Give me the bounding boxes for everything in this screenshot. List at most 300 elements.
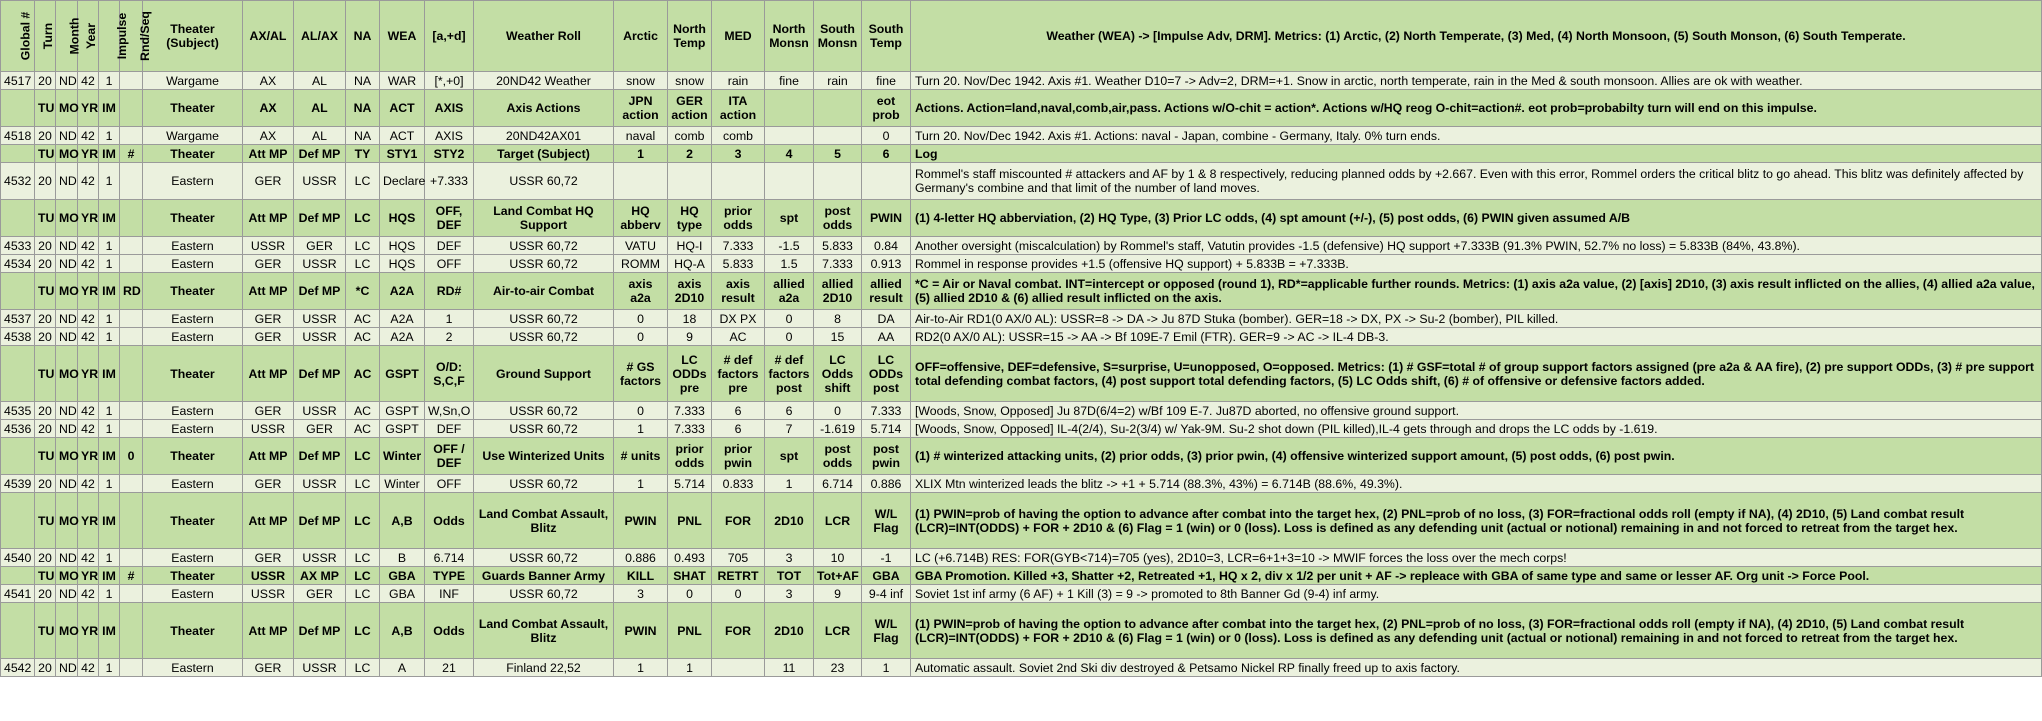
cell-weather-roll[interactable]: USSR 60,72 xyxy=(474,328,614,346)
cell-metric-5[interactable]: 5 xyxy=(814,145,862,163)
cell-month[interactable]: MO xyxy=(56,567,78,585)
cell-wea[interactable]: B xyxy=(380,549,425,567)
cell-metric-4[interactable]: 3 xyxy=(765,549,814,567)
cell-rnd-seq[interactable] xyxy=(120,549,143,567)
cell-theater[interactable]: Eastern xyxy=(143,237,243,255)
cell-metric-3[interactable]: 6 xyxy=(712,420,765,438)
cell-month[interactable]: ND xyxy=(56,255,78,273)
cell-wea[interactable]: ACT xyxy=(380,90,425,127)
cell-metric-3[interactable]: 7.333 xyxy=(712,237,765,255)
cell-impulse[interactable]: IM xyxy=(99,200,120,237)
cell-year[interactable]: 42 xyxy=(78,402,99,420)
cell-turn[interactable]: 20 xyxy=(35,163,56,200)
cell-wea[interactable]: Winter xyxy=(380,475,425,493)
cell-notes[interactable]: Air-to-Air RD1(0 AX/0 AL): USSR=8 -> DA -> Ju 87D Stuka (bomber). GER=18 -> DX, PX -> Su-2 (bomber), PIL killed. xyxy=(911,310,2042,328)
cell-metric-4[interactable]: spt xyxy=(765,438,814,475)
cell-weather-roll[interactable]: Land Combat Assault, Blitz xyxy=(474,603,614,659)
cell-turn[interactable]: 20 xyxy=(35,72,56,90)
cell-na[interactable]: LC xyxy=(346,475,380,493)
cell-metric-1[interactable]: JPN action xyxy=(614,90,668,127)
cell-metric-2[interactable]: comb xyxy=(668,127,712,145)
cell-year[interactable]: YR xyxy=(78,438,99,475)
cell-month[interactable]: MO xyxy=(56,603,78,659)
cell-metric-4[interactable]: -1.5 xyxy=(765,237,814,255)
cell-na[interactable]: LC xyxy=(346,659,380,677)
cell-metric-4[interactable]: 0 xyxy=(765,310,814,328)
cell-a-d[interactable]: Odds xyxy=(425,493,474,549)
cell-year[interactable]: YR xyxy=(78,273,99,310)
cell-metric-6[interactable]: 0 xyxy=(862,127,911,145)
cell-notes[interactable]: Log xyxy=(911,145,2042,163)
cell-metric-4[interactable]: 2D10 xyxy=(765,603,814,659)
cell-impulse[interactable]: IM xyxy=(99,438,120,475)
cell-ax-al[interactable]: GER xyxy=(243,163,294,200)
cell-metric-4[interactable]: 7 xyxy=(765,420,814,438)
cell-turn[interactable]: TU xyxy=(35,493,56,549)
cell-impulse[interactable]: IM xyxy=(99,145,120,163)
cell-turn[interactable]: 20 xyxy=(35,659,56,677)
cell-metric-2[interactable]: LC ODDs pre xyxy=(668,346,712,402)
cell-ax-al[interactable]: Att MP xyxy=(243,603,294,659)
cell-turn[interactable]: 20 xyxy=(35,585,56,603)
cell-rnd-seq[interactable] xyxy=(120,475,143,493)
cell-metric-2[interactable]: 1 xyxy=(668,659,712,677)
cell-metric-4[interactable]: 3 xyxy=(765,585,814,603)
cell-na[interactable]: *C xyxy=(346,273,380,310)
cell-weather-roll[interactable]: Land Combat HQ Support xyxy=(474,200,614,237)
cell-year[interactable]: YR xyxy=(78,493,99,549)
cell-metric-1[interactable]: axis a2a xyxy=(614,273,668,310)
cell-al-ax[interactable]: Def MP xyxy=(294,200,346,237)
cell-a-d[interactable]: W,Sn,O xyxy=(425,402,474,420)
cell-notes[interactable]: [Woods, Snow, Opposed] IL-4(2/4), Su-2(3/4) w/ Yak-9M. Su-2 shot down (PIL killed),IL-4 gets through and drops the LC odds by -1.619. xyxy=(911,420,2042,438)
cell-metric-1[interactable]: 3 xyxy=(614,585,668,603)
cell-global-number[interactable]: 4533 xyxy=(1,237,35,255)
cell-year[interactable]: 42 xyxy=(78,310,99,328)
header-cell-south-temp[interactable]: South Temp xyxy=(862,1,911,72)
cell-notes[interactable]: *C = Air or Naval combat. INT=intercept or opposed (round 1), RD*=applicable further rounds. Metrics: (1) axis a2a value, (2) [axis] 2D10, (3) axis result inflicted on the allies, (4) allied a2a value, (5) allied 2D10 & (6) allied result inflicted on the axis. xyxy=(911,273,2042,310)
cell-metric-5[interactable]: 23 xyxy=(814,659,862,677)
cell-year[interactable]: 42 xyxy=(78,127,99,145)
cell-theater[interactable]: Theater xyxy=(143,493,243,549)
cell-global-number[interactable]: 4532 xyxy=(1,163,35,200)
cell-metric-2[interactable]: PNL xyxy=(668,603,712,659)
cell-ax-al[interactable]: GER xyxy=(243,255,294,273)
cell-theater[interactable]: Eastern xyxy=(143,255,243,273)
cell-metric-5[interactable]: LC Odds shift xyxy=(814,346,862,402)
cell-notes[interactable]: Rommel in response provides +1.5 (offensive HQ support) + 5.833B = +7.333B. xyxy=(911,255,2042,273)
cell-theater[interactable]: Theater xyxy=(143,273,243,310)
header-cell-al-ax[interactable]: AL/AX xyxy=(294,1,346,72)
cell-al-ax[interactable]: USSR xyxy=(294,255,346,273)
cell-notes[interactable]: RD2(0 AX/0 AL): USSR=15 -> AA -> Bf 109E-7 Emil (FTR). GER=9 -> AC -> IL-4 DB-3. xyxy=(911,328,2042,346)
cell-notes[interactable]: GBA Promotion. Killed +3, Shatter +2, Retreated +1, HQ x 2, div x 1/2 per unit + AF -> repleace with GBA of same type and same or lesser AF. Org unit -> Force Pool. xyxy=(911,567,2042,585)
cell-month[interactable]: ND xyxy=(56,402,78,420)
cell-metric-4[interactable] xyxy=(765,127,814,145)
cell-ax-al[interactable]: GER xyxy=(243,659,294,677)
cell-turn[interactable]: TU xyxy=(35,603,56,659)
cell-a-d[interactable]: OFF / DEF xyxy=(425,438,474,475)
cell-metric-1[interactable]: 0 xyxy=(614,328,668,346)
cell-impulse[interactable]: IM xyxy=(99,603,120,659)
cell-na[interactable]: LC xyxy=(346,549,380,567)
cell-metric-6[interactable]: AA xyxy=(862,328,911,346)
header-cell-impulse[interactable]: Impulse xyxy=(99,1,120,72)
cell-a-d[interactable]: OFF, DEF xyxy=(425,200,474,237)
cell-al-ax[interactable]: USSR xyxy=(294,328,346,346)
cell-turn[interactable]: TU xyxy=(35,273,56,310)
cell-global-number[interactable]: 4537 xyxy=(1,310,35,328)
cell-a-d[interactable]: 1 xyxy=(425,310,474,328)
cell-metric-6[interactable]: LC ODDs post xyxy=(862,346,911,402)
cell-metric-3[interactable]: 0.833 xyxy=(712,475,765,493)
cell-turn[interactable]: 20 xyxy=(35,549,56,567)
cell-month[interactable]: ND xyxy=(56,237,78,255)
cell-year[interactable]: 42 xyxy=(78,163,99,200)
cell-year[interactable]: YR xyxy=(78,346,99,402)
cell-impulse[interactable]: IM xyxy=(99,90,120,127)
cell-weather-roll[interactable]: USSR 60,72 xyxy=(474,549,614,567)
cell-rnd-seq[interactable] xyxy=(120,200,143,237)
cell-a-d[interactable]: TYPE xyxy=(425,567,474,585)
cell-ax-al[interactable]: USSR xyxy=(243,420,294,438)
cell-metric-3[interactable] xyxy=(712,659,765,677)
cell-metric-1[interactable]: # GS factors xyxy=(614,346,668,402)
cell-metric-6[interactable]: 1 xyxy=(862,659,911,677)
cell-al-ax[interactable]: Def MP xyxy=(294,493,346,549)
cell-metric-5[interactable]: 10 xyxy=(814,549,862,567)
cell-metric-4[interactable] xyxy=(765,90,814,127)
cell-global-number[interactable]: 4541 xyxy=(1,585,35,603)
cell-metric-4[interactable]: # def factors post xyxy=(765,346,814,402)
cell-al-ax[interactable]: AL xyxy=(294,127,346,145)
cell-rnd-seq[interactable] xyxy=(120,237,143,255)
cell-a-d[interactable]: [*,+0] xyxy=(425,72,474,90)
cell-month[interactable]: ND xyxy=(56,163,78,200)
header-cell-north-temp[interactable]: North Temp xyxy=(668,1,712,72)
cell-na[interactable]: LC xyxy=(346,237,380,255)
cell-theater[interactable]: Eastern xyxy=(143,549,243,567)
header-cell-notes[interactable]: Weather (WEA) -> [Impulse Adv, DRM]. Metrics: (1) Arctic, (2) North Temperate, (3) Med, (4) North Monsoon, (5) South Monson, (6) South Temperate. xyxy=(911,1,2042,72)
cell-global-number[interactable]: 4539 xyxy=(1,475,35,493)
cell-year[interactable]: 42 xyxy=(78,585,99,603)
cell-metric-3[interactable]: 0 xyxy=(712,585,765,603)
cell-metric-5[interactable]: 0 xyxy=(814,402,862,420)
cell-theater[interactable]: Eastern xyxy=(143,402,243,420)
cell-ax-al[interactable]: AX xyxy=(243,127,294,145)
cell-metric-6[interactable]: GBA xyxy=(862,567,911,585)
cell-metric-5[interactable] xyxy=(814,163,862,200)
cell-year[interactable]: YR xyxy=(78,567,99,585)
cell-a-d[interactable]: O/D: S,C,F xyxy=(425,346,474,402)
header-cell-med[interactable]: MED xyxy=(712,1,765,72)
cell-metric-1[interactable]: 0 xyxy=(614,402,668,420)
header-cell-south-monsn[interactable]: South Monsn xyxy=(814,1,862,72)
cell-a-d[interactable]: 2 xyxy=(425,328,474,346)
cell-a-d[interactable]: RD# xyxy=(425,273,474,310)
cell-month[interactable]: MO xyxy=(56,200,78,237)
cell-weather-roll[interactable]: 20ND42AX01 xyxy=(474,127,614,145)
cell-theater[interactable]: Theater xyxy=(143,438,243,475)
cell-impulse[interactable]: 1 xyxy=(99,127,120,145)
cell-turn[interactable]: 20 xyxy=(35,328,56,346)
cell-turn[interactable]: 20 xyxy=(35,127,56,145)
cell-al-ax[interactable]: USSR xyxy=(294,549,346,567)
cell-ax-al[interactable]: GER xyxy=(243,549,294,567)
cell-metric-2[interactable]: 0 xyxy=(668,585,712,603)
cell-wea[interactable]: A2A xyxy=(380,328,425,346)
cell-year[interactable]: YR xyxy=(78,90,99,127)
cell-metric-3[interactable]: FOR xyxy=(712,493,765,549)
cell-metric-4[interactable]: 11 xyxy=(765,659,814,677)
cell-theater[interactable]: Theater xyxy=(143,200,243,237)
cell-rnd-seq[interactable] xyxy=(120,163,143,200)
cell-al-ax[interactable]: GER xyxy=(294,420,346,438)
cell-metric-2[interactable]: prior odds xyxy=(668,438,712,475)
cell-metric-5[interactable]: 8 xyxy=(814,310,862,328)
cell-notes[interactable]: LC (+6.714B) RES: FOR(GYB<714)=705 (yes), 2D10=3, LCR=6+1+3=10 -> MWIF forces the loss over the mech corps! xyxy=(911,549,2042,567)
cell-global-number[interactable] xyxy=(1,346,35,402)
cell-wea[interactable]: STY1 xyxy=(380,145,425,163)
cell-notes[interactable]: OFF=offensive, DEF=defensive, S=surprise, U=unopposed, O=opposed. Metrics: (1) # GSF=total # of group support factors assigned (pre a2a & AA fire), (2) pre support ODDs, (3) # pre support total defending combat factors, (4) post support total defending factors, (5) LC Odds shift, (6) # of offensive or defensive factors added. xyxy=(911,346,2042,402)
cell-weather-roll[interactable]: Axis Actions xyxy=(474,90,614,127)
cell-metric-1[interactable]: 0 xyxy=(614,310,668,328)
cell-theater[interactable]: Theater xyxy=(143,145,243,163)
cell-metric-2[interactable]: 7.333 xyxy=(668,402,712,420)
cell-month[interactable]: MO xyxy=(56,90,78,127)
cell-weather-roll[interactable]: USSR 60,72 xyxy=(474,255,614,273)
cell-weather-roll[interactable]: Use Winterized Units xyxy=(474,438,614,475)
cell-metric-1[interactable]: 1 xyxy=(614,659,668,677)
cell-theater[interactable]: Wargame xyxy=(143,72,243,90)
cell-turn[interactable]: 20 xyxy=(35,310,56,328)
cell-metric-6[interactable]: fine xyxy=(862,72,911,90)
cell-notes[interactable]: (1) 4-letter HQ abberviation, (2) HQ Type, (3) Prior LC odds, (4) spt amount (+/-), (5) post odds, (6) PWIN given assumed A/B xyxy=(911,200,2042,237)
cell-wea[interactable]: A xyxy=(380,659,425,677)
cell-wea[interactable]: WAR xyxy=(380,72,425,90)
cell-al-ax[interactable]: Def MP xyxy=(294,346,346,402)
cell-al-ax[interactable]: AL xyxy=(294,90,346,127)
cell-wea[interactable]: HQS xyxy=(380,255,425,273)
cell-metric-2[interactable]: 9 xyxy=(668,328,712,346)
cell-wea[interactable]: HQS xyxy=(380,200,425,237)
cell-impulse[interactable]: 1 xyxy=(99,585,120,603)
cell-metric-1[interactable]: 1 xyxy=(614,420,668,438)
cell-na[interactable]: LC xyxy=(346,255,380,273)
cell-metric-6[interactable] xyxy=(862,163,911,200)
cell-notes[interactable]: (1) PWIN=prob of having the option to advance after combat into the target hex, (2) PNL=prob of no loss, (3) FOR=fractional odds roll (empty if NA), (4) 2D10, (5) Land combat result (LCR)=INT(ODDS) + FOR + 2D10 & (6) Flag = 1 (win) or 0 (loss). Loss is defined as any defending unit (actual or notional) remaining in and not forced to retreat from the target hex. xyxy=(911,493,2042,549)
cell-metric-1[interactable] xyxy=(614,163,668,200)
cell-ax-al[interactable]: Att MP xyxy=(243,438,294,475)
cell-weather-roll[interactable]: USSR 60,72 xyxy=(474,310,614,328)
cell-theater[interactable]: Theater xyxy=(143,567,243,585)
header-cell-a-d[interactable]: [a,+d] xyxy=(425,1,474,72)
cell-al-ax[interactable]: AX MP xyxy=(294,567,346,585)
cell-wea[interactable]: HQS xyxy=(380,237,425,255)
cell-weather-roll[interactable]: Guards Banner Army xyxy=(474,567,614,585)
cell-month[interactable]: ND xyxy=(56,659,78,677)
cell-turn[interactable]: 20 xyxy=(35,402,56,420)
cell-metric-4[interactable]: spt xyxy=(765,200,814,237)
cell-metric-6[interactable]: 0.84 xyxy=(862,237,911,255)
cell-na[interactable]: LC xyxy=(346,438,380,475)
cell-al-ax[interactable]: GER xyxy=(294,585,346,603)
cell-wea[interactable]: ACT xyxy=(380,127,425,145)
cell-ax-al[interactable]: Att MP xyxy=(243,273,294,310)
cell-weather-roll[interactable]: Air-to-air Combat xyxy=(474,273,614,310)
cell-global-number[interactable] xyxy=(1,567,35,585)
cell-global-number[interactable] xyxy=(1,200,35,237)
cell-global-number[interactable] xyxy=(1,145,35,163)
header-cell-theater[interactable]: Theater (Subject) xyxy=(143,1,243,72)
cell-metric-2[interactable]: snow xyxy=(668,72,712,90)
cell-turn[interactable]: TU xyxy=(35,346,56,402)
cell-year[interactable]: 42 xyxy=(78,659,99,677)
cell-global-number[interactable]: 4535 xyxy=(1,402,35,420)
cell-weather-roll[interactable]: USSR 60,72 xyxy=(474,585,614,603)
cell-metric-1[interactable]: HQ abberv xyxy=(614,200,668,237)
header-cell-north-monsn[interactable]: North Monsn xyxy=(765,1,814,72)
cell-wea[interactable]: GBA xyxy=(380,567,425,585)
cell-metric-3[interactable]: prior odds xyxy=(712,200,765,237)
cell-metric-3[interactable]: 6 xyxy=(712,402,765,420)
cell-metric-2[interactable]: 0.493 xyxy=(668,549,712,567)
cell-turn[interactable]: TU xyxy=(35,145,56,163)
cell-a-d[interactable]: DEF xyxy=(425,237,474,255)
cell-al-ax[interactable]: GER xyxy=(294,237,346,255)
cell-metric-1[interactable]: VATU xyxy=(614,237,668,255)
cell-impulse[interactable]: IM xyxy=(99,493,120,549)
cell-notes[interactable]: (1) PWIN=prob of having the option to advance after combat into the target hex, (2) PNL=prob of no loss, (3) FOR=fractional odds roll (empty if NA), (4) 2D10, (5) Land combat result (LCR)=INT(ODDS) + FOR + 2D10 & (6) Flag = 1 (win) or 0 (loss). Loss is defined as any defending unit (actual or notional) remaining in and not forced to retreat from the target hex. xyxy=(911,603,2042,659)
header-cell-na[interactable]: NA xyxy=(346,1,380,72)
cell-metric-6[interactable]: 0.913 xyxy=(862,255,911,273)
cell-rnd-seq[interactable] xyxy=(120,420,143,438)
cell-weather-roll[interactable]: Land Combat Assault, Blitz xyxy=(474,493,614,549)
cell-impulse[interactable]: IM xyxy=(99,346,120,402)
cell-na[interactable]: NA xyxy=(346,90,380,127)
cell-impulse[interactable]: 1 xyxy=(99,402,120,420)
cell-month[interactable]: MO xyxy=(56,273,78,310)
cell-theater[interactable]: Eastern xyxy=(143,163,243,200)
cell-metric-3[interactable]: 705 xyxy=(712,549,765,567)
header-cell-global-number[interactable]: Global # xyxy=(1,1,35,72)
cell-a-d[interactable]: AXIS xyxy=(425,127,474,145)
cell-ax-al[interactable]: GER xyxy=(243,310,294,328)
cell-metric-3[interactable]: rain xyxy=(712,72,765,90)
cell-na[interactable]: NA xyxy=(346,72,380,90)
cell-na[interactable]: TY xyxy=(346,145,380,163)
cell-year[interactable]: 42 xyxy=(78,475,99,493)
cell-global-number[interactable] xyxy=(1,273,35,310)
cell-theater[interactable]: Theater xyxy=(143,346,243,402)
cell-rnd-seq[interactable] xyxy=(120,585,143,603)
cell-metric-2[interactable]: 5.714 xyxy=(668,475,712,493)
cell-metric-4[interactable]: 6 xyxy=(765,402,814,420)
cell-al-ax[interactable]: USSR xyxy=(294,659,346,677)
header-cell-month[interactable]: Month xyxy=(56,1,78,72)
cell-metric-5[interactable]: 15 xyxy=(814,328,862,346)
cell-metric-3[interactable]: AC xyxy=(712,328,765,346)
cell-metric-2[interactable]: 7.333 xyxy=(668,420,712,438)
cell-global-number[interactable]: 4542 xyxy=(1,659,35,677)
cell-notes[interactable]: Another oversight (miscalculation) by Rommel's staff, Vatutin provides -1.5 (defensive) HQ support +7.333B (91.3% PWIN, 52.7% no loss) = 5.833B (84%, 43.8%). xyxy=(911,237,2042,255)
cell-na[interactable]: LC xyxy=(346,200,380,237)
cell-turn[interactable]: TU xyxy=(35,200,56,237)
cell-metric-1[interactable]: naval xyxy=(614,127,668,145)
cell-metric-3[interactable]: prior pwin xyxy=(712,438,765,475)
cell-metric-2[interactable]: SHAT xyxy=(668,567,712,585)
cell-weather-roll[interactable]: USSR 60,72 xyxy=(474,237,614,255)
header-cell-wea[interactable]: WEA xyxy=(380,1,425,72)
cell-month[interactable]: ND xyxy=(56,310,78,328)
cell-notes[interactable]: Automatic assault. Soviet 2nd Ski div destroyed & Petsamo Nickel RP finally freed up to axis factory. xyxy=(911,659,2042,677)
cell-metric-3[interactable]: 3 xyxy=(712,145,765,163)
cell-al-ax[interactable]: AL xyxy=(294,72,346,90)
cell-rnd-seq[interactable] xyxy=(120,90,143,127)
cell-ax-al[interactable]: Att MP xyxy=(243,346,294,402)
cell-impulse[interactable]: 1 xyxy=(99,237,120,255)
cell-metric-1[interactable]: KILL xyxy=(614,567,668,585)
cell-month[interactable]: ND xyxy=(56,72,78,90)
cell-na[interactable]: LC xyxy=(346,163,380,200)
cell-global-number[interactable]: 4540 xyxy=(1,549,35,567)
cell-na[interactable]: AC xyxy=(346,328,380,346)
cell-notes[interactable]: (1) # winterized attacking units, (2) prior odds, (3) prior pwin, (4) offensive winterized support amount, (5) post odds, (6) post pwin. xyxy=(911,438,2042,475)
cell-metric-6[interactable]: eot prob xyxy=(862,90,911,127)
cell-year[interactable]: 42 xyxy=(78,420,99,438)
cell-year[interactable]: YR xyxy=(78,603,99,659)
cell-metric-5[interactable]: rain xyxy=(814,72,862,90)
cell-theater[interactable]: Eastern xyxy=(143,659,243,677)
cell-global-number[interactable]: 4517 xyxy=(1,72,35,90)
cell-year[interactable]: YR xyxy=(78,200,99,237)
cell-metric-2[interactable]: PNL xyxy=(668,493,712,549)
cell-na[interactable]: LC xyxy=(346,603,380,659)
cell-metric-1[interactable]: # units xyxy=(614,438,668,475)
cell-metric-6[interactable]: -1 xyxy=(862,549,911,567)
cell-year[interactable]: YR xyxy=(78,145,99,163)
cell-na[interactable]: AC xyxy=(346,402,380,420)
cell-weather-roll[interactable]: USSR 60,72 xyxy=(474,402,614,420)
cell-metric-2[interactable]: 18 xyxy=(668,310,712,328)
cell-a-d[interactable]: Odds xyxy=(425,603,474,659)
cell-metric-6[interactable]: 0.886 xyxy=(862,475,911,493)
cell-notes[interactable]: Turn 20. Nov/Dec 1942. Axis #1. Weather D10=7 -> Adv=2, DRM=+1. Snow in arctic, north temperate, rain in the Med & south monsoon. Allies are ok with weather. xyxy=(911,72,2042,90)
cell-metric-3[interactable]: # def factors pre xyxy=(712,346,765,402)
header-cell-weather-roll[interactable]: Weather Roll xyxy=(474,1,614,72)
cell-year[interactable]: 42 xyxy=(78,549,99,567)
cell-ax-al[interactable]: Att MP xyxy=(243,493,294,549)
cell-a-d[interactable]: OFF xyxy=(425,255,474,273)
cell-metric-6[interactable]: 5.714 xyxy=(862,420,911,438)
cell-metric-1[interactable]: PWIN xyxy=(614,603,668,659)
cell-rnd-seq[interactable] xyxy=(120,346,143,402)
cell-impulse[interactable]: 1 xyxy=(99,420,120,438)
cell-turn[interactable]: 20 xyxy=(35,255,56,273)
cell-na[interactable]: LC xyxy=(346,493,380,549)
cell-weather-roll[interactable]: USSR 60,72 xyxy=(474,420,614,438)
cell-rnd-seq[interactable]: # xyxy=(120,145,143,163)
cell-wea[interactable]: GSPT xyxy=(380,346,425,402)
cell-rnd-seq[interactable] xyxy=(120,255,143,273)
cell-metric-3[interactable]: RETRT xyxy=(712,567,765,585)
cell-impulse[interactable]: 1 xyxy=(99,549,120,567)
cell-metric-5[interactable] xyxy=(814,90,862,127)
header-cell-turn[interactable]: Turn xyxy=(35,1,56,72)
cell-metric-3[interactable]: FOR xyxy=(712,603,765,659)
cell-al-ax[interactable]: Def MP xyxy=(294,438,346,475)
cell-wea[interactable]: Winter xyxy=(380,438,425,475)
